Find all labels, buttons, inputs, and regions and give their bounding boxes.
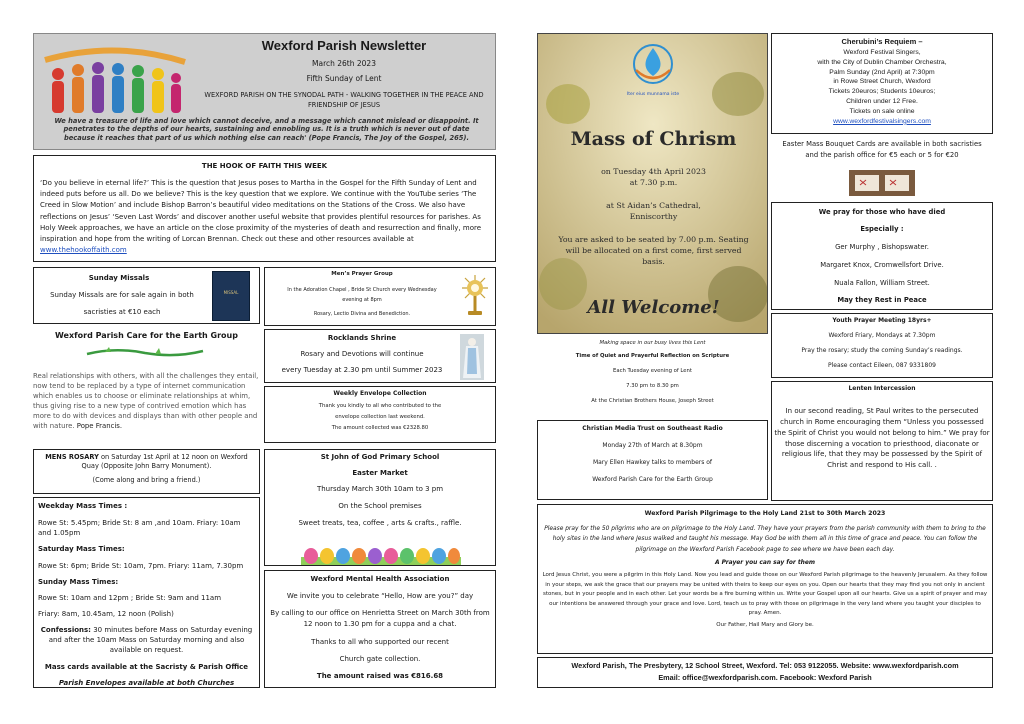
lenten-intercession-section <box>771 381 993 501</box>
radio-title: Christian Media Trust on Southeast Radio <box>582 425 723 432</box>
mental-health-title: Wexford Mental Health Association <box>310 575 450 583</box>
chrism-seating: You are asked to be seated by 7.00 p.m. Seating will be allocated on a first come, first served basis. <box>558 235 749 266</box>
st-john-title: St John of God Primary School <box>320 453 440 461</box>
earth-body-text: Real relationships with others, with all the challenges they entail, now tend to be replaced by a type of internet communication which enables us to choose or eliminate relationships at whim, thus giving rise to a new type of contrived emotion which has more to do with devices and displays than with other people and with nature. <box>33 372 259 430</box>
chrism-title: Mass of Chrism <box>570 128 737 150</box>
requiem-link[interactable]: www.wexfordfestivalsingers.com <box>833 117 931 125</box>
sunday-mass-times-2: Friary: 8am, 10.45am, 12 noon (Polish) <box>38 609 174 618</box>
rocklands-shrine-section <box>264 329 496 383</box>
rocklands-line1: Rosary and Devotions will continue <box>300 350 424 358</box>
hook-body-text: ‘Do you believe in eternal life?’ This is the question that Jesus poses to Martha in the Gospel for the Fifth Sunday of Lent and indeed puts before us all. Do we believe? This is the key question that we explore. We continue with the YouTube series ‘The Creed in Slow Motion’ and include Bishop Barron’s beautiful video meditations on the Stations of the Cross. We also have reflections on Jesus’ ‘Seven Last Words’ and discover another useful website that provides plentiful resources for parishes. As Holy Week approaches, we have an article on the close proximity of the mysteries of death and resurrection and finally, more inspiration and hope from the writing of Lorcan Brennan. Check out these and other resources available at <box>40 179 482 243</box>
weekday-mass-times: Rowe St: 5.45pm; Bride St: 8 am ,and 10am. Friary: 10am and 1.05pm <box>38 519 241 538</box>
footer-address: Wexford Parish, The Presbytery, 12 School Street, Wexford. Tel: 053 9122055. Website: www.wexfordparish.com <box>571 661 959 670</box>
saturday-mass-times: Rowe St: 6pm; Bride St: 10am, 7pm. Friary: 11am, 7.30pm <box>38 561 244 570</box>
quiet-line3: At the Christian Brothers House, Joseph Street <box>591 398 714 404</box>
care-for-earth-section <box>33 329 260 446</box>
sunday-missals-section <box>33 267 260 324</box>
mens-prayer-line3: Rosary, Lectio Divina and Benediction. <box>313 311 411 317</box>
confessions-info <box>38 625 255 655</box>
pilgrimage-title: Wexford Parish Pilgrimage to the Holy Land 21st to 30th March 2023 <box>644 510 886 517</box>
easter-market-title: Easter Market <box>352 469 408 477</box>
quiet-line2: 7.30 pm to 8.30 pm <box>626 383 679 389</box>
sunday-mass-title: Sunday Mass Times: <box>38 577 119 586</box>
hook-title: THE HOOK OF FAITH THIS WEEK <box>201 162 328 170</box>
rocklands-line2: every Tuesday at 2.30 pm until Summer 2023 <box>281 366 443 374</box>
synodal-path-statement: WEXFORD PARISH ON THE SYNODAL PATH - WALKING TOGETHER IN THE PEACE AND FRIENDSHIP OF JESUS <box>204 91 484 109</box>
market-date: Thursday March 30th 10am to 3 pm <box>316 485 444 493</box>
pilgrimage-intro: Please pray for the 50 pilgrims who are on pilgrimage to the Holy Land. They have your prayers from the parish community with them to bring to the holy sites in the land where Jesus walked and taught his message. May God be with them all in this time of grace and peace. You can follow the pilgrimage on the Wexford Parish Facebook page to see where we have been each day. <box>544 526 986 553</box>
newsletter-title: Wexford Parish Newsletter <box>261 38 427 53</box>
mens-rosary-text <box>34 450 259 471</box>
envelope-line1: Thank you kindly to all who contributed to the <box>318 403 442 409</box>
lenten-body: In our second reading, St Paul writes to the persecuted church in Rome encouraging them “Unless you possessed the Spirit of Christ you would not belong to him.” We pray for those discerning a vocation to priesthood, diaconate or religious life, that they may be possessed by the Spirit of Christ and respond to His call. . <box>774 407 990 470</box>
easter-bouquet-section <box>771 137 993 199</box>
chrism-welcome: All Welcome! <box>587 297 720 318</box>
mental-health-invite: We invite you to celebrate “Hello, How are you?” day <box>286 592 474 600</box>
time-of-quiet-section <box>537 337 768 417</box>
synodal-path-logo <box>40 40 190 120</box>
market-offerings: Sweet treats, tea, coffee , arts & crafts., raffle. <box>298 519 462 527</box>
mass-times-section <box>33 497 260 688</box>
weekday-mass-title: Weekday Mass Times : <box>38 502 128 510</box>
pilgrimage-closing: Our Father, Hail Mary and Glory be. <box>716 622 814 629</box>
mental-health-section <box>264 570 496 688</box>
requiem-line3: Palm Sunday (2nd April) at 7:30pm <box>829 68 935 76</box>
quiet-line1: Each Tuesday evening of Lent <box>612 368 692 374</box>
earth-group-banner <box>85 345 205 359</box>
parish-envelopes-info: Parish Envelopes available at both Churches <box>58 678 235 687</box>
died-title: We pray for those who have died <box>818 208 946 216</box>
died-name-2: Margaret Knox, Cromwellsfort Drive. <box>820 261 944 269</box>
mens-prayer-line1: In the Adoration Chapel , Bride St Church every Wednesday <box>287 287 437 293</box>
requiem-line4: in Rowe Street Church, Wexford <box>833 78 931 86</box>
youth-line1: Wexford Friary, Mondays at 7.30pm <box>828 332 936 339</box>
chrism-time: at 7.30 p.m. <box>629 178 678 187</box>
pilgrimage-section <box>537 504 993 654</box>
earth-title: Wexford Parish Care for the Earth Group <box>55 331 238 340</box>
mens-prayer-line2: evening at 8pm <box>342 297 382 303</box>
youth-prayer-section <box>771 313 993 378</box>
pope-francis-quote: We have a treasure of life and love which cannot deceive, and a message which cannot mislead or disappoint. It penetrates to the depths of our hearts, sustaining and ennobling us. It is a truth which is never out of date because it reaches that part of us which nothing else can reach' (Pope Francis, The Joy of the Gospel, 265). <box>54 117 479 142</box>
youth-line2: Pray the rosary; study the coming Sunday’s readings. <box>801 347 963 354</box>
confessions-details: 30 minutes before Mass on Saturday evening and after the 10am Mass on Saturday morning and also available on request. <box>48 626 253 655</box>
missal-book-text: MISSAL <box>223 290 239 295</box>
mental-health-thanks: Thanks to all who supported our recent <box>311 637 449 646</box>
died-especially: Especially : <box>860 225 904 233</box>
requiem-line2: with the City of Dublin Chamber Orchestra, <box>817 58 947 66</box>
earth-author: Pope Francis. <box>76 422 123 430</box>
marian-statue-image <box>460 334 484 380</box>
mens-prayer-group-section <box>264 267 496 326</box>
st-john-of-god-section <box>264 449 496 566</box>
mens-rosary-note: (Come along and bring a friend.) <box>92 476 201 485</box>
chrism-venue-1: at St Aidan’s Cathedral, <box>606 201 701 210</box>
lenten-title: Lenten Intercession <box>848 385 916 392</box>
bouquet-text: Easter Mass Bouquet Cards are available in both sacristies and the parish office for €5 each or 5 for €20 <box>782 140 982 159</box>
mens-prayer-title: Men’s Prayer Group <box>331 271 393 277</box>
mental-health-amount: The amount raised was €816.68 <box>316 671 444 680</box>
requiem-line5: Tickets 20euros; Students 10euros; <box>828 88 936 96</box>
requiem-title: Cherubini’s Requiem – <box>841 37 923 46</box>
footer-contact: Email: office@wexfordparish.com. Facebook: Wexford Parish <box>658 672 872 682</box>
earth-body <box>33 371 260 431</box>
missal-book-image <box>212 271 250 321</box>
died-name-1: Ger Murphy , Bishopswater. <box>835 243 929 251</box>
hook-body <box>34 170 495 256</box>
died-rest-in-peace: May they Rest in Peace <box>837 296 927 304</box>
mens-rosary-section <box>33 449 260 494</box>
chrism-venue-2: Enniscorthy <box>629 212 678 221</box>
mental-health-details: By calling to our office on Henrietta Street on March 30th from 12 noon to 1.30 pm for a cuppa and a chat. <box>270 609 490 628</box>
youth-title: Youth Prayer Meeting 18yrs+ <box>832 317 932 324</box>
newsletter-date: March 26th 2023 <box>312 59 376 68</box>
requiem-line6: Children under 12 Free. <box>846 98 918 106</box>
christian-media-section <box>537 420 768 500</box>
envelope-title: Weekly Envelope Collection <box>333 390 427 397</box>
mental-health-collection: Church gate collection. <box>339 654 421 663</box>
newsletter-header <box>33 33 496 150</box>
prayers-for-deceased-section <box>771 202 993 310</box>
requiem-line1: Wexford Festival Singers, <box>843 48 921 56</box>
missals-title: Sunday Missals <box>88 274 150 282</box>
parish-contact-footer <box>537 657 993 688</box>
sunday-mass-times-1: Rowe St: 10am and 12pm ; Bride St: 9am and 11am <box>38 593 222 602</box>
bouquet-card-image <box>849 170 915 196</box>
hook-of-faith-section <box>33 155 496 262</box>
pilgrimage-prayer: Lord Jesus Christ, you were a pilgrim in this Holy Land. Now you lead and guide those on our Wexford Parish pilgrimage to the heavenly Jerusalem. As they follow in your steps, we ask the grace that our prayers may be united with theirs to keep our eyes on you. Open our hearts that they may find you not only in ancient stones, but in your people and in each other. Let your words be a fire burning within us. Write your Gospel upon all our hearts. Give us a spirit of prayer and may our intentions be answered through your grace and love. Lord, teach us to pray with those on pilgrimage in the very land where you taught your disciples to pray. Amen. <box>542 571 988 617</box>
died-name-3: Nuala Fallon, William Street. <box>834 279 930 287</box>
missals-line1: Sunday Missals are for sale again in both <box>50 291 194 299</box>
liturgical-sunday: Fifth Sunday of Lent <box>306 74 382 83</box>
mass-of-chrism-poster <box>537 33 768 334</box>
envelope-amount: The amount collected was €2328.80 <box>331 425 429 431</box>
missals-line2: sacristies at €10 each <box>83 308 161 316</box>
confessions-title: Confessions: <box>40 626 91 635</box>
chrism-logo-text: Iter eius munnama iste <box>626 92 680 97</box>
radio-line2: Mary Ellen Hawkey talks to members of <box>592 459 713 466</box>
envelope-line2: envelope collection last weekend. <box>335 414 425 420</box>
saturday-mass-title: Saturday Mass Times: <box>38 545 125 554</box>
mass-cards-info: Mass cards available at the Sacristy & Parish Office <box>44 662 249 671</box>
hook-link[interactable]: www.thehookoffaith.com <box>40 246 127 255</box>
rocklands-title: Rocklands Shrine <box>327 334 397 342</box>
chrism-logo-icon <box>618 42 688 94</box>
monstrance-icon <box>461 274 489 318</box>
market-location: On the School premises <box>338 502 422 510</box>
requiem-line7: Tickets on sale online <box>849 107 915 115</box>
pilgrimage-prayer-title: A Prayer you can say for them <box>715 559 815 566</box>
quiet-title: Time of Quiet and Prayerful Reflection on Scripture <box>575 353 730 359</box>
quiet-tagline: Making space in our busy lives this Lent <box>599 340 706 346</box>
radio-line3: Wexford Parish Care for the Earth Group <box>592 476 713 483</box>
envelope-collection-section <box>264 386 496 443</box>
easter-eggs-image <box>301 545 461 565</box>
youth-line3: Please contact Eileen, 087 9331809 <box>828 362 936 369</box>
mens-rosary-details: on Saturday 1st April at 12 noon on Wexford Quay (Opposite John Barry Monument). <box>81 453 248 471</box>
radio-line1: Monday 27th of March at 8.30pm <box>602 442 703 449</box>
cherubini-requiem-section <box>771 33 993 134</box>
mens-rosary-title: MENS ROSARY <box>45 453 99 461</box>
chrism-date: on Tuesday 4th April 2023 <box>601 167 706 176</box>
